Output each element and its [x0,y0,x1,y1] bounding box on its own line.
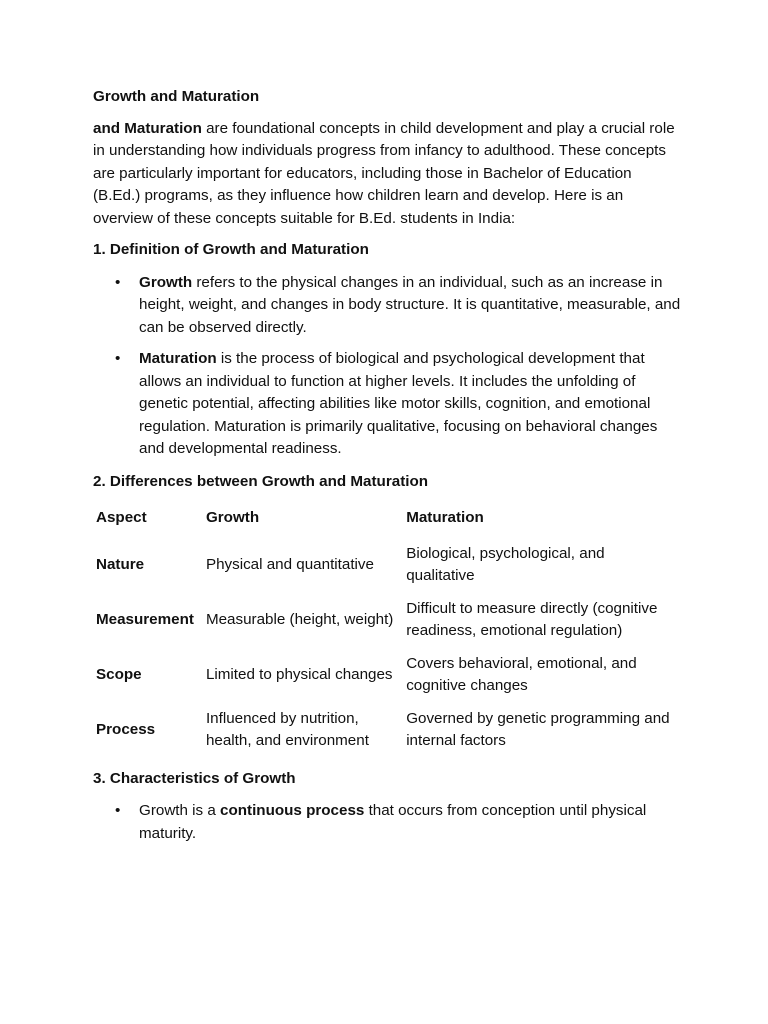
table-cell-growth: Measurable (height, weight) [205,610,394,628]
term-growth: Growth [139,273,193,291]
intro-text: are foundational concepts in child development and play a crucial role in understanding how individuals progress from infancy to adulthood. These concepts are particularly important for educators, including those in Bachelor of Education (B.Ed.) programs, as they influence how children learn and develop. Here is an overview of these concepts suitable for B.Ed. students in India: [93,119,675,227]
table-cell-maturation: Biological, psychological, and qualitative [406,544,605,584]
table-cell-maturation: Governed by genetic programming and internal factors [406,709,670,749]
section-1-list [93,272,683,461]
term-maturation: Maturation [139,350,217,367]
bullet-icon: • [115,273,121,291]
table-cell-aspect: Nature [96,555,145,573]
table-cell-aspect: Scope [96,665,142,683]
table-cell-growth: Limited to physical changes [205,665,393,683]
table-header-row [93,503,678,538]
document-content [93,86,683,855]
item-text-bold: continuous process [220,802,365,819]
table-cell-aspect: Process [96,720,156,738]
header-aspect: Aspect [96,509,147,526]
list-item [93,800,683,845]
table-cell-aspect: Measurement [96,610,194,628]
table-row [93,648,678,703]
table-cell-maturation: Difficult to measure directly (cognitive readiness, emotional regulation) [406,599,658,639]
differences-table [93,503,678,758]
definition-text: is the process of biological and psychological development that allows an individual to function at higher levels. It includes the unfolding of genetic potential, affecting abilities like motor skills, cognition, and emotional regulation. Maturation is primarily qualitative, focusing on behavioral changes and developmental readiness. [139,350,658,457]
table-row [93,703,678,758]
list-item [93,272,683,340]
intro-paragraph [93,118,683,231]
bullet-icon: • [115,802,121,819]
section-2-heading: 2. Differences between Growth and Maturation [93,472,429,490]
section-3-heading: 3. Characteristics of Growth [93,769,296,787]
table-cell-growth: Physical and quantitative [205,555,374,573]
table-row [93,538,678,593]
document-title: Growth and Maturation [93,88,260,105]
header-growth: Growth [205,509,260,526]
header-maturation: Maturation [406,509,484,526]
table-row [93,593,678,648]
table-cell-maturation: Covers behavioral, emotional, and cognitive changes [406,654,637,694]
intro-bold-lead: and Maturation [93,119,202,137]
item-text-post: that occurs from conception until physical maturity. [139,802,647,842]
section-3-list [93,800,683,845]
definition-text: refers to the physical changes in an individual, such as an increase in height, weight, and changes in body structure. It is quantitative, measurable, and can be observed directly. [139,273,681,336]
list-item [93,348,683,461]
bullet-icon: • [115,350,121,367]
item-text-pre: Growth is a [139,802,221,819]
table-cell-growth: Influenced by nutrition, health, and environment [205,709,369,749]
section-1-heading: 1. Definition of Growth and Maturation [93,241,369,258]
